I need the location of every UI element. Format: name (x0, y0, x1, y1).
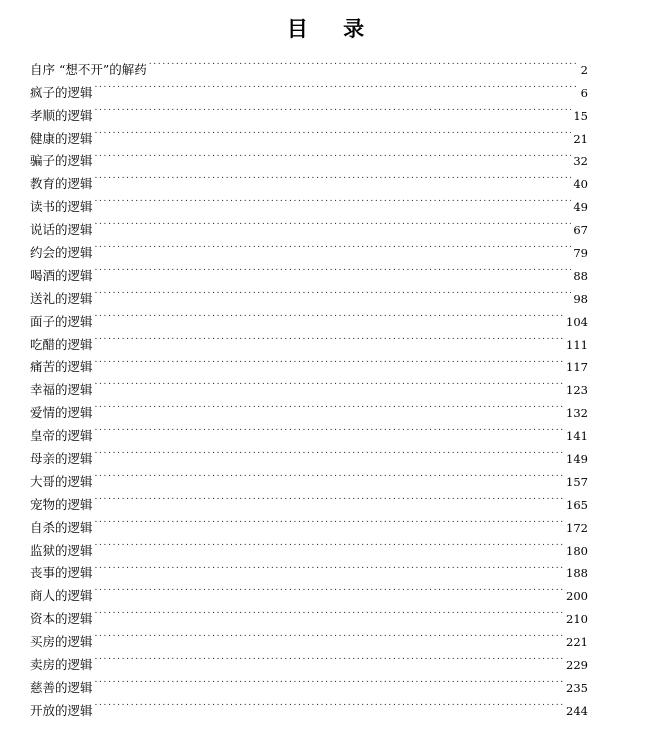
dot-leader (95, 646, 565, 669)
toc-entry-page-number: 235 (566, 680, 588, 695)
toc-entry[interactable] (30, 692, 588, 718)
toc-entry-title: 幸福的逻辑 (30, 382, 93, 398)
dot-leader (95, 97, 572, 120)
toc-entry[interactable] (30, 143, 588, 169)
dot-leader (95, 257, 572, 280)
dot-leader (95, 692, 565, 715)
toc-entry[interactable] (30, 440, 588, 467)
toc-entry[interactable] (30, 463, 588, 489)
table-of-contents (30, 51, 588, 718)
toc-entry[interactable] (30, 257, 588, 283)
toc-entry[interactable] (30, 600, 588, 627)
dot-leader (95, 120, 572, 143)
toc-entry-page-number: 88 (573, 268, 588, 283)
toc-entry[interactable] (30, 211, 588, 238)
toc-entry[interactable] (30, 486, 588, 512)
toc-entry[interactable] (30, 532, 588, 558)
toc-entry[interactable] (30, 646, 588, 673)
dot-leader (95, 280, 572, 303)
toc-entry-title: 资本的逻辑 (30, 611, 93, 627)
toc-entry-title: 教育的逻辑 (30, 176, 93, 192)
toc-entry[interactable] (30, 371, 588, 398)
toc-entry-title: 买房的逻辑 (30, 634, 93, 650)
dot-leader (95, 509, 565, 532)
toc-entry-page-number: 67 (573, 223, 588, 238)
toc-entry[interactable] (30, 669, 588, 695)
dot-leader (95, 165, 572, 188)
dot-leader (95, 486, 565, 509)
dot-leader (95, 463, 565, 486)
toc-entry[interactable] (30, 394, 588, 421)
dot-leader (95, 349, 565, 372)
toc-entry-page-number: 98 (573, 291, 588, 306)
dot-leader (95, 417, 565, 440)
toc-entry-title: 面子的逻辑 (30, 313, 93, 329)
dot-leader (95, 394, 565, 417)
toc-entry-title: 慈善的逻辑 (30, 679, 93, 695)
toc-entry-page-number: 32 (573, 154, 588, 169)
toc-entry[interactable] (30, 51, 588, 77)
toc-entry[interactable] (30, 188, 588, 215)
toc-entry-page-number: 157 (566, 474, 588, 489)
toc-entry[interactable] (30, 623, 588, 650)
toc-entry-page-number: 210 (566, 612, 588, 627)
toc-entry-page-number: 200 (566, 589, 588, 604)
toc-entry-page-number: 2 (580, 62, 588, 77)
toc-entry[interactable] (30, 555, 588, 581)
toc-entry-title: 商人的逻辑 (30, 588, 93, 604)
toc-entry-title: 卖房的逻辑 (30, 657, 93, 673)
toc-entry-title: 送礼的逻辑 (30, 290, 93, 306)
toc-entry-page-number: 123 (566, 383, 588, 398)
toc-entry-title: 疯子的逻辑 (30, 84, 93, 100)
toc-entry-page-number: 149 (566, 452, 588, 467)
toc-entry[interactable] (30, 349, 588, 375)
toc-entry-page-number: 165 (566, 497, 588, 512)
toc-entry-title: 约会的逻辑 (30, 245, 93, 261)
toc-entry-title: 皇帝的逻辑 (30, 428, 93, 444)
dot-leader (95, 211, 572, 234)
toc-entry[interactable] (30, 97, 588, 123)
toc-entry[interactable] (30, 577, 588, 604)
toc-entry-title: 丧事的逻辑 (30, 565, 93, 581)
toc-entry-page-number: 6 (580, 85, 588, 100)
toc-entry-title: 孝顺的逻辑 (30, 107, 93, 123)
toc-entry-page-number: 21 (573, 131, 588, 146)
toc-entry[interactable] (30, 120, 588, 146)
toc-entry-page-number: 15 (573, 108, 588, 123)
toc-entry-page-number: 229 (566, 658, 588, 673)
dot-leader (95, 577, 565, 600)
toc-entry-page-number: 79 (573, 246, 588, 261)
toc-entry-page-number: 40 (573, 177, 588, 192)
toc-entry-title: 开放的逻辑 (30, 702, 93, 718)
toc-entry-title: 读书的逻辑 (30, 199, 93, 215)
toc-entry[interactable] (30, 74, 588, 100)
toc-entry[interactable] (30, 234, 588, 261)
toc-title: 目 录 (286, 16, 379, 41)
toc-entry-title: 健康的逻辑 (30, 130, 93, 146)
toc-entry-page-number: 104 (566, 314, 588, 329)
dot-leader (149, 51, 579, 74)
toc-entry-page-number: 141 (566, 429, 588, 444)
dot-leader (95, 234, 572, 257)
toc-entry-title: 骗子的逻辑 (30, 153, 93, 169)
toc-entry[interactable] (30, 326, 588, 352)
dot-leader (95, 532, 565, 555)
dot-leader (95, 326, 565, 349)
dot-leader (95, 371, 565, 394)
toc-entry[interactable] (30, 165, 588, 192)
toc-entry-title: 吃醋的逻辑 (30, 336, 93, 352)
toc-entry[interactable] (30, 417, 588, 444)
toc-entry-title: 爱情的逻辑 (30, 405, 93, 421)
toc-entry-page-number: 180 (566, 543, 588, 558)
dot-leader (95, 74, 579, 97)
toc-entry-page-number: 132 (566, 406, 588, 421)
toc-entry-page-number: 111 (566, 337, 588, 352)
toc-entry-title: 大哥的逻辑 (30, 473, 93, 489)
dot-leader (95, 555, 565, 578)
dot-leader (95, 623, 565, 646)
toc-entry-page-number: 172 (566, 520, 588, 535)
toc-entry-page-number: 221 (566, 635, 588, 650)
toc-entry-page-number: 49 (573, 200, 588, 215)
toc-entry-page-number: 244 (566, 703, 588, 718)
dot-leader (95, 669, 565, 692)
toc-entry-title: 喝酒的逻辑 (30, 267, 93, 283)
dot-leader (95, 600, 565, 623)
toc-entry[interactable] (30, 280, 588, 306)
toc-entry[interactable] (30, 303, 588, 329)
toc-entry[interactable] (30, 509, 588, 535)
toc-entry-title: 监狱的逻辑 (30, 542, 93, 558)
dot-leader (95, 143, 572, 166)
toc-entry-title: 自杀的逻辑 (30, 519, 93, 535)
toc-entry-page-number: 188 (566, 566, 588, 581)
toc-entry-title: 痛苦的逻辑 (30, 359, 93, 375)
toc-entry-title: 母亲的逻辑 (30, 451, 93, 467)
toc-entry-title: 自序 “想不开”的解药 (30, 61, 147, 77)
dot-leader (95, 188, 572, 211)
toc-entry-page-number: 117 (566, 360, 588, 375)
dot-leader (95, 440, 565, 463)
toc-entry-title: 说话的逻辑 (30, 222, 93, 238)
toc-entry-title: 宠物的逻辑 (30, 496, 93, 512)
dot-leader (95, 303, 565, 326)
